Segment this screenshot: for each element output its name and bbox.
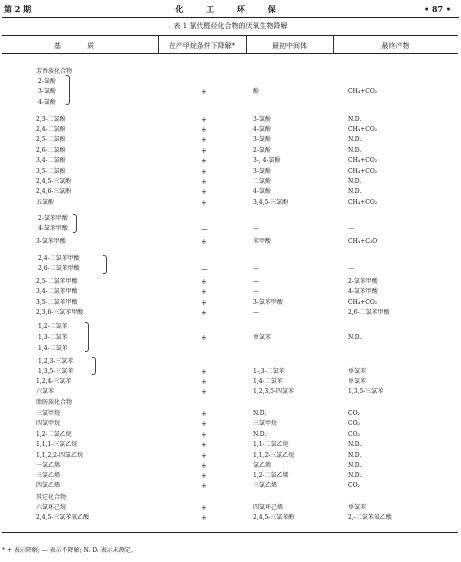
page-number: • 87 • [424,4,451,14]
degradation-cell: + [201,462,207,470]
page-header [0,4,461,16]
table-row [0,451,461,461]
table-row [0,471,461,481]
substrate-cell: 1,2-二氯苯 [38,323,68,330]
substrate-cell: 五氯酚 [36,199,55,206]
substrate-cell: 3,5-二氯苯甲酸 [36,299,78,306]
final-product-cell: N.D. [348,136,362,143]
group-brace [103,255,107,274]
substrate-cell: 2,4,5-三氯酚 [36,178,72,185]
substrate-cell: 2,5-二氯苯甲酸 [36,278,78,285]
degradation-cell: + [201,504,207,512]
substrate-cell: 2-氯酚 [38,78,56,85]
table-row [0,254,461,264]
group-brace [92,357,96,375]
final-product-cell: CH₄+CO₂ [348,199,378,206]
final-product-cell: CH₄+CO₂ [348,157,378,164]
intermediate-cell: — [253,278,259,285]
table-row [0,156,461,166]
table-row [0,461,461,471]
substrate-cell: 1,3-二氯苯 [38,334,68,341]
substrate-cell: 三氯乙烯 [36,472,61,479]
degradation-cell: — [201,225,208,233]
group-brace [73,214,77,233]
final-product-cell: N.D. [348,188,362,195]
degradation-cell: + [201,388,207,396]
final-product-cell: CH₄+CO₂ [348,299,378,306]
substrate-cell: 2,6-二氯酚 [36,147,66,154]
table-row [0,503,461,513]
degradation-cell: + [201,441,207,449]
final-product-cell: N.D. [348,147,362,154]
table-row [0,493,461,503]
final-product-cell: CO₂ [348,410,360,417]
intermediate-cell: — [253,309,259,316]
issue-number: 第 2 期 [4,4,32,14]
intermediate-cell: 1,4-二氯苯 [253,378,283,385]
table-row [0,481,461,491]
degradation-cell: + [201,482,207,490]
group-brace [66,75,70,105]
substrate-cell: 1,2-二氯乙烷 [36,431,72,438]
intermediate-cell: — [253,265,259,272]
intermediate-cell: 1-,3-二氯苯 [253,368,285,375]
intermediate-cell: 2,4,5-三氯苯酚 [253,514,295,521]
substrate-cell: 芳香族化合物 [36,68,73,75]
intermediate-cell: 3-氯酚 [253,168,271,175]
degradation-cell: + [201,514,207,522]
substrate-cell: 2,4,5-三氯苯氧乙酸 [36,514,90,521]
intermediate-cell: 三氯甲烷 [253,420,278,427]
degradation-cell: + [201,147,207,155]
intermediate-cell: 1,1,2-三氯乙烷 [253,452,295,459]
table-row [0,224,461,234]
table-row [0,264,461,274]
degradation-cell: + [201,188,207,196]
degradation-cell: + [201,178,207,186]
table-row [0,198,461,208]
table-row [0,167,461,177]
substrate-cell: 2,4-二氯苯甲酸 [38,255,80,262]
intermediate-cell: 四氯环己烯 [253,504,284,511]
substrate-cell: 1,3,5-三氯苯 [38,368,74,375]
final-product-cell: CO₂ [348,420,360,427]
intermediate-cell: 3-氯酚 [253,136,271,143]
final-product-cell: 1,3,5-三氯苯 [348,388,384,395]
final-product-cell: CO₂ [348,431,360,438]
intermediate-cell: 单氯苯 [253,334,272,341]
degradation-cell: + [201,116,207,124]
final-product-cell: N.D. [348,472,362,479]
intermediate-cell: 3-氯酚 [253,116,271,123]
intermediate-cell: 4-氯酚 [253,188,271,195]
degradation-cell: + [201,288,207,296]
table-row [0,430,461,440]
degradation-cell: — [201,265,208,273]
degradation-cell: + [201,420,207,428]
table-row [0,409,461,419]
table-title: 表 1 氯代醛烃化合物的厌氧生物降解 [173,22,288,30]
intermediate-cell: 1,2-二氯乙烯 [253,472,289,479]
final-product-cell: 4-氯苯甲酸 [348,288,378,295]
degradation-cell: + [201,157,207,165]
degradation-cell: + [201,309,207,317]
intermediate-cell: 4-氯酚 [253,126,271,133]
substrate-cell: 其它化合物 [36,494,67,501]
group-brace [85,322,89,352]
table-row [0,177,461,187]
table-row [0,308,461,318]
table-row [0,513,461,523]
substrate-cell: 3-氯酚 [38,88,56,95]
table-row [0,277,461,287]
substrate-cell: 一氯乙烯 [36,462,61,469]
degradation-cell: + [201,88,207,96]
substrate-cell: 四氯甲烷 [36,420,61,427]
final-product-cell: CH₄+CO₂ [348,126,378,133]
substrate-cell: 3,4-二氯酚 [36,157,66,164]
table-row [0,440,461,450]
degradation-cell: + [201,378,207,386]
table-footnote: * + 表示降解; — 表示不降解; N. D. 表示未测定。 [2,547,137,554]
substrate-cell: 1,1,1-三氯乙烷 [36,441,78,448]
table-row [0,214,461,224]
table-row [0,146,461,156]
table-bottom-rule [2,532,458,533]
table-row [0,357,461,367]
final-product-cell: CO₂ [348,482,360,489]
substrate-cell: 3,5-二氯酚 [36,168,66,175]
table-row [0,344,461,354]
substrate-cell: 3-氯苯甲酸 [36,238,66,245]
degradation-cell: + [201,452,207,460]
substrate-cell: 1,2,3-三氯苯 [38,358,74,365]
final-product-cell: 单氯苯 [348,368,367,375]
table-top-rule [2,35,458,36]
degradation-cell: + [201,472,207,480]
degradation-cell: + [201,238,207,246]
substrate-cell: 2,4,6-三氯酚 [36,188,72,195]
final-product-cell: 单氯苯 [348,378,367,385]
final-product-cell: — [348,225,354,232]
substrate-cell: 3,4-二氯苯甲酸 [36,288,78,295]
degradation-cell: + [201,126,207,134]
final-product-cell: 2,-二氯苯氧乙酸 [348,514,392,521]
intermediate-cell: 1,1-二氯乙烷 [253,441,289,448]
table-row [0,377,461,387]
degradation-cell: + [201,136,207,144]
intermediate-cell: 氯乙烯 [253,462,272,469]
final-product-cell: CH₄+CO₂ [348,88,378,95]
table-row [0,398,461,408]
degradation-cell: + [201,431,207,439]
table-row [0,298,461,308]
intermediate-cell: 3-, 4-氯酚 [253,157,281,164]
table-row [0,287,461,297]
substrate-cell: 2,5-二氯酚 [36,136,66,143]
substrate-cell: 四氯乙烯 [36,482,61,489]
final-product-cell: N.D. [348,334,362,341]
intermediate-cell: 1,2,3,5-四氯苯 [253,388,295,395]
table-row [0,237,461,247]
final-product-cell: 2,6-二氯苯甲酸 [348,309,390,316]
substrate-cell: 2,3,6-三氯苯甲酸 [36,309,84,316]
degradation-cell: + [201,334,207,342]
substrate-cell: 2,6-二氯苯甲酸 [38,265,80,272]
degradation-cell: + [201,299,207,307]
final-product-cell: N.D. [348,116,362,123]
intermediate-cell: N.D. [253,410,267,417]
final-product-cell: N.D. [348,452,362,459]
table-row [0,419,461,429]
table-row [0,115,461,125]
intermediate-cell: 酚 [253,88,260,95]
table-row [0,187,461,197]
intermediate-cell: N.D. [253,431,267,438]
table-row [0,135,461,145]
degradation-cell: + [201,278,207,286]
intermediate-cell: 二氯酚 [253,178,272,185]
column-header-degradation: 在产甲烷条件下降解* [168,42,236,50]
substrate-cell: 2,4-二氯酚 [36,126,66,133]
substrate-cell: 1,4-二氯苯 [38,345,68,352]
degradation-cell: + [201,199,207,207]
final-product-cell: 单氯苯 [348,504,367,511]
degradation-cell: + [201,168,207,176]
table-row [0,333,461,343]
degradation-cell: + [201,410,207,418]
final-product-cell: N.D. [348,462,362,469]
table-row [0,387,461,397]
final-product-cell: N.D. [348,441,362,448]
intermediate-cell: 三氯乙烯 [253,482,278,489]
substrate-cell: 脂肪族化合物 [36,399,73,406]
substrate-cell: 4-氯酚 [38,99,56,106]
intermediate-cell: — [253,225,259,232]
degradation-cell: + [201,368,207,376]
intermediate-cell: 苯甲酸 [253,238,272,245]
substrate-cell: 三氯甲烷 [36,410,61,417]
table-row [0,367,461,377]
intermediate-cell: 3,4,5-三氯酚 [253,199,289,206]
column-header-substrate: 基 质 [53,42,107,50]
final-product-cell: CH₄+CO₂ [348,168,378,175]
substrate-cell: 1,1,2,2-四氯乙烷 [36,452,84,459]
substrate-cell: 2,3-二氯酚 [36,116,66,123]
final-product-cell: — [348,265,354,272]
table-header-rule [2,53,458,54]
final-product-cell: 2-氯苯甲酸 [348,278,378,285]
substrate-cell: 六氯苯 [36,388,55,395]
final-product-cell: N.D. [348,178,362,185]
column-header-final-product: 最终产物 [381,42,410,50]
intermediate-cell: 3-氯苯甲酸 [253,299,283,306]
substrate-cell: 4-氯苯甲酸 [38,225,68,232]
table-row [0,322,461,332]
substrate-cell: 1,2,4-三氯苯 [36,378,72,385]
substrate-cell: 六氯环己烷 [36,504,67,511]
substrate-cell: 2-氯苯甲酸 [38,215,68,222]
intermediate-cell: — [253,288,259,295]
intermediate-cell: 2-氯酚 [253,147,271,154]
final-product-cell: CH₄+C₂O [348,238,378,245]
journal-title: 化 工 环 保 [175,4,286,14]
header-rule [2,17,459,18]
column-header-intermediate: 最初中间体 [272,42,307,50]
table-row [0,125,461,135]
